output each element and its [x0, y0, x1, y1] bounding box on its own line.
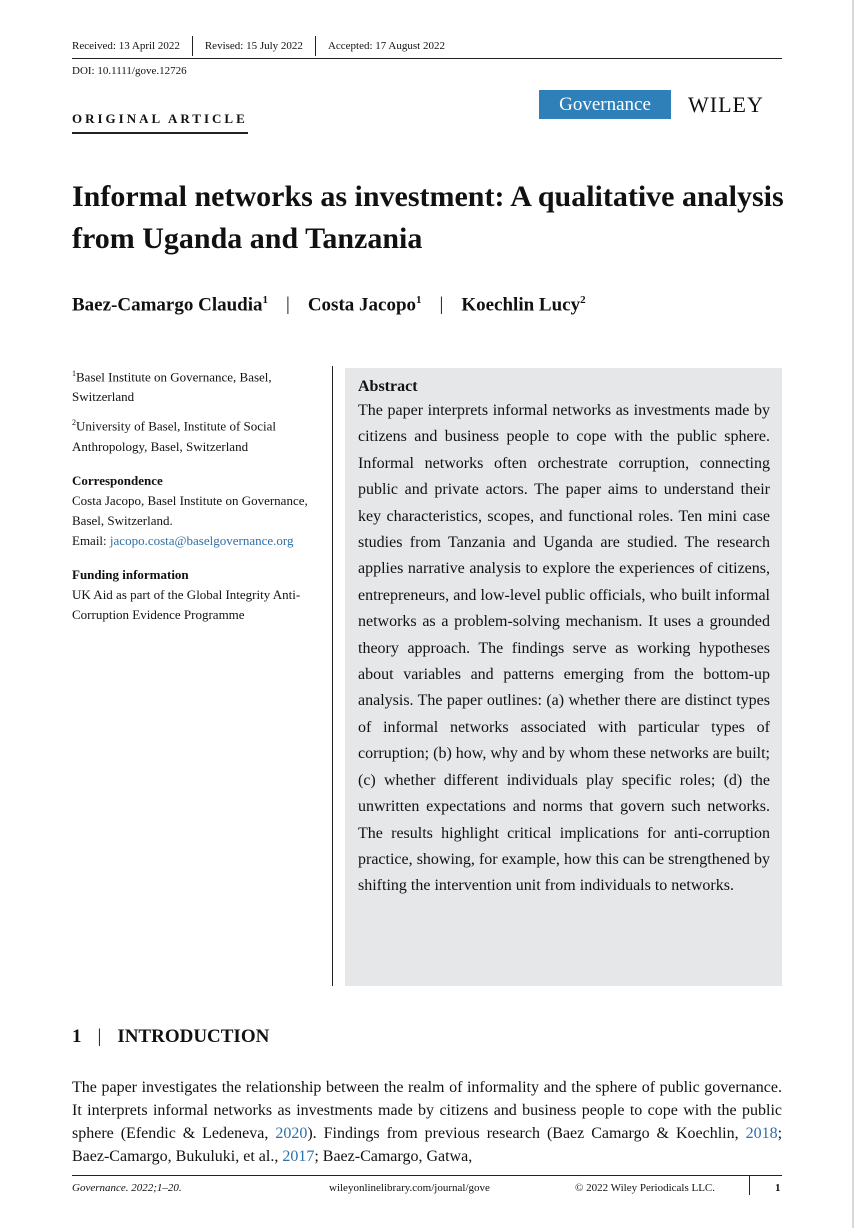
correspondence-heading: Correspondence	[72, 472, 163, 488]
section-number: 1	[72, 1026, 82, 1047]
email-link[interactable]: jacopo.costa@baselgovernance.org	[109, 532, 294, 548]
journal-logo: Governance	[539, 90, 671, 119]
section-title: INTRODUCTION	[117, 1026, 270, 1047]
footer-url[interactable]: wileyonlinelibrary.com/journal/gove	[329, 1182, 490, 1194]
email-line: Email: jacopo.costa@baselgovernance.org	[72, 532, 294, 548]
publication-dates	[72, 36, 457, 56]
column-divider	[332, 366, 333, 986]
author-name[interactable]: Costa Jacopo$^1$	[307, 294, 422, 316]
affiliation-marker: 1	[416, 294, 422, 306]
abstract-box	[345, 368, 782, 986]
affiliation: $^1$Basel Institute on Governance, Basel, Switzerland	[72, 369, 272, 405]
affiliation-marker: 1	[262, 294, 269, 306]
funding-heading: Funding information	[72, 566, 189, 582]
correspondence-text: Costa Jacopo, Basel Institute on Governance, Basel, Switzerland.	[72, 492, 308, 528]
footer-copyright: © 2022 Wiley Periodicals LLC.	[575, 1182, 715, 1194]
author-list	[72, 294, 586, 316]
funding-text: UK Aid as part of the Global Integrity Anti-Corruption Evidence Programme	[72, 586, 301, 622]
citation-link[interactable]: 2017	[282, 1148, 315, 1165]
citation-link[interactable]: 2018	[745, 1125, 778, 1142]
affiliation-marker: 2	[580, 294, 586, 306]
section-separator: |	[97, 1026, 102, 1047]
citation-link[interactable]: 2020	[275, 1125, 308, 1142]
abstract-text: The paper interprets informal networks as investments made by citizens and business people to cope with the public sphere. Informal networks often orchestrate corruption, connecting public and private actors. The paper aims to understand their key characteristics, scopes, and functional roles. Ten mini case studies from Tanzania and Uganda are studied. The research applies narrative analysis to explore the experiences of citizens, entrepreneurs, and low-level public officials, who built informal networks as a problem-solving mechanism. It uses a grounded theory approach. The findings serve as working hypotheses about variables and patterns emerging from the bottom-up analysis. The paper outlines: (a) whether there are distinct types of informal networks associated with particular types of corruption; (b) how, why and by whom these networks are built; (c) whether different individuals play specific roles; (d) the unwritten expectations and norms that govern such networks. The results highlight critical implications for anti-corruption practice, showing, for example, how this can be strengthened by shifting the intervention unit from individuals to networks.	[358, 402, 770, 895]
received-date: Received: 13 April 2022	[72, 40, 180, 52]
introduction-paragraph: The paper investigates the relationship between the realm of informality and the sphere of public governance. It interprets informal networks as investments made by citizens and business people to cope with the public sphere (Efendic & Ledeneva, 2020). Findings from previous research (Baez Camargo & Koechlin, 2018; Baez-Camargo, Bukuluki, et al., 2017; Baez-Camargo, Gatwa,	[72, 1079, 783, 1165]
author-separator: |	[286, 294, 290, 316]
doi[interactable]: DOI: 10.1111/gove.12726	[72, 65, 187, 77]
affiliation: $^2$University of Basel, Institute of Social Anthropology, Basel, Switzerland	[72, 418, 277, 454]
publisher-logo: WILEY	[688, 92, 764, 117]
page-number: 1	[775, 1182, 781, 1194]
abstract-heading: Abstract	[358, 378, 418, 395]
author-name[interactable]: Baez-Camargo Claudia$^1$	[72, 294, 269, 316]
footer-rule	[72, 1175, 782, 1176]
header-rule	[72, 58, 782, 59]
author-name[interactable]: Koechlin Lucy$^2$	[461, 294, 586, 316]
section-heading	[72, 1026, 269, 1048]
revised-date: Revised: 15 July 2022	[192, 36, 315, 56]
accepted-date: Accepted: 17 August 2022	[315, 36, 457, 56]
author-separator: |	[439, 294, 444, 316]
article-type-label: ORIGINAL ARTICLE	[72, 111, 248, 134]
footer-divider	[749, 1175, 750, 1195]
article-title: Informal networks as investment: A qualitative analysis from Uganda and Tanzania	[72, 180, 784, 255]
footer-journal: Governance. 2022;1–20.	[72, 1182, 182, 1194]
article-info-sidebar	[72, 364, 327, 625]
